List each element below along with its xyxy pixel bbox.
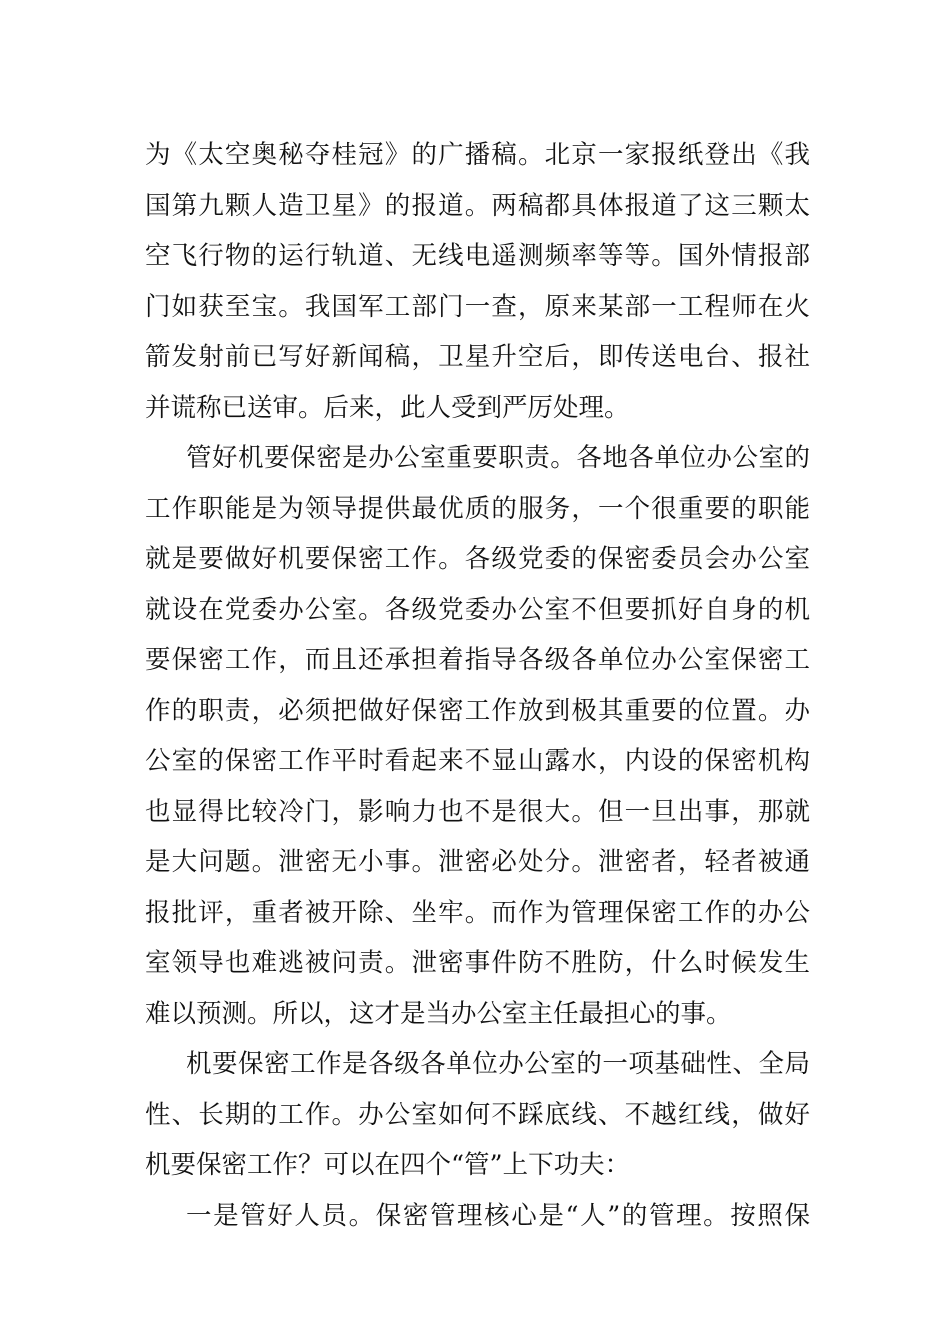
text-line: 公室的保密工作平时看起来不显山露水，内设的保密机构	[145, 746, 810, 776]
text-line: 就设在党委办公室。各级党委办公室不但要抓好自身的机	[145, 594, 810, 625]
text-line: 国第九颗人造卫星》的报道。两稿都具体报道了这三颗太	[145, 190, 810, 221]
text-line: 机要保密工作是各级各单位办公室的一项基础性、全局	[186, 1049, 810, 1079]
text-line: 机要保密工作？可以在四个“管”上下功夫：	[145, 1150, 631, 1180]
text-line: 要保密工作，而且还承担着指导各级各单位办公室保密工	[145, 645, 810, 675]
paragraph	[145, 130, 810, 433]
text-line: 管好机要保密是办公室重要职责。各地各单位办公室的	[186, 443, 810, 473]
text-line: 作的职责，必须把做好保密工作放到极其重要的位置。办	[145, 695, 810, 726]
paragraph	[145, 1191, 810, 1242]
text-line: 箭发射前已写好新闻稿，卫星升空后，即传送电台、报社	[145, 342, 810, 372]
text-line: 也显得比较冷门，影响力也不是很大。但一旦出事，那就	[145, 796, 810, 827]
text-line: 并谎称已送审。后来，此人受到严厉处理。	[145, 392, 630, 423]
text-line: 门如获至宝。我国军工部门一查，原来某部一工程师在火	[145, 291, 810, 322]
text-line: 为《太空奥秘夺桂冠》的广播稿。北京一家报纸登出《我	[145, 140, 810, 170]
text-line: 室领导也难逃被问责。泄密事件防不胜防，什么时候发生	[145, 948, 810, 978]
text-line: 就是要做好机要保密工作。各级党委的保密委员会办公室	[145, 544, 810, 574]
text-line: 是大问题。泄密无小事。泄密必处分。泄密者，轻者被通	[145, 847, 810, 877]
text-line: 报批评，重者被开除、坐牢。而作为管理保密工作的办公	[145, 897, 810, 928]
document-page	[145, 130, 810, 1241]
text-line: 难以预测。所以，这才是当办公室主任最担心的事。	[145, 998, 732, 1029]
paragraph	[145, 433, 810, 1039]
paragraph	[145, 1039, 810, 1191]
text-line: 工作职能是为领导提供最优质的服务，一个很重要的职能	[145, 493, 810, 524]
text-line: 一是管好人员。保密管理核心是“人”的管理。按照保	[186, 1200, 810, 1231]
text-line: 性、长期的工作。办公室如何不踩底线、不越红线，做好	[145, 1099, 810, 1130]
text-line: 空飞行物的运行轨道、无线电遥测频率等等。国外情报部	[145, 241, 810, 271]
